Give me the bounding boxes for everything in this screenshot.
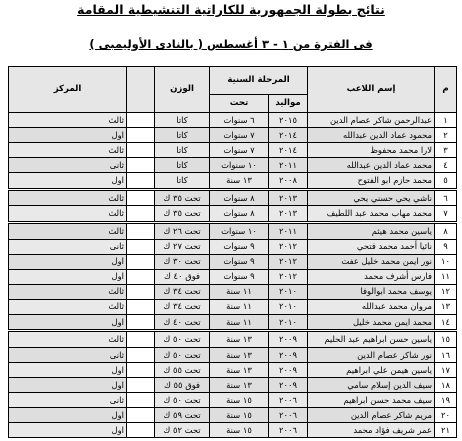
table-row [9,422,457,437]
cell-age: ٩ سنوات [210,269,269,284]
cell-name: محمد ايمن محمد خليل [308,314,435,331]
cell-weight: تحت ٣٤ ك [155,299,210,314]
cell-year: ٢٠١٤ [269,128,308,143]
cell-num: ١٥ [435,331,457,348]
cell-year: ٢٠٠٩ [269,331,308,348]
cell-weight: كاتا [155,173,210,190]
cell-spacer [127,284,155,299]
cell-year: ٢٠١٣ [269,206,308,223]
cell-num: ١٠ [435,254,457,269]
cell-spacer [127,422,155,437]
cell-weight: تحت ٣٤ ك [155,284,210,299]
cell-year: ٢٠١٠ [269,299,308,314]
cell-spacer [127,158,155,173]
header-weight: الوزن [155,67,210,113]
cell-weight: تحت ٥٩ ك [155,407,210,422]
cell-spacer [127,239,155,254]
cell-weight: تحت ٢٧ ك [155,239,210,254]
cell-age: ١٣ سنة [210,347,269,362]
cell-num: ٨ [435,222,457,239]
cell-age: ١٣ سنة [210,331,269,348]
cell-weight: فوق ٤٠ ك [155,269,210,284]
cell-age: ١١ سنة [210,284,269,299]
cell-weight: تحت ٥٠ ك [155,347,210,362]
cell-age: ١٥ سنة [210,407,269,422]
cell-spacer [127,113,155,128]
cell-year: ٢٠١٢ [269,269,308,284]
cell-age: ٩ سنوات [210,239,269,254]
table-row [9,377,457,392]
header-dob: مواليد [269,95,308,113]
table-row [9,347,457,362]
cell-age: ١٠ سنوات [210,158,269,173]
cell-weight: تحت ٥٠ ك [155,392,210,407]
cell-place: اول [9,362,127,377]
cell-num: ١ [435,113,457,128]
cell-weight: تحت ٤٠ ك [155,314,210,331]
cell-name: سيف الدين إسلام سامي [308,377,435,392]
cell-age: ٧ سنوات [210,143,269,158]
table-row [9,407,457,422]
cell-age: ١٣ سنة [210,377,269,392]
cell-name: نور ايمن محمد خليل عفت [308,254,435,269]
cell-name: سيف محمد حسن ابراهيم [308,392,435,407]
table-row [9,254,457,269]
cell-spacer [127,189,155,206]
table-row [9,269,457,284]
cell-age: ٨ سنوات [210,189,269,206]
table-row [9,222,457,239]
cell-name: ناشي يحي حسني يحي [308,189,435,206]
cell-place: ثالث [9,299,127,314]
cell-year: ٢٠٠٩ [269,347,308,362]
results-body [9,113,457,438]
results-table [8,66,457,438]
cell-spacer [127,143,155,158]
cell-year: ٢٠١١ [269,222,308,239]
cell-weight: تحت ٢٦ ك [155,222,210,239]
cell-num: ٢٠ [435,407,457,422]
cell-spacer [127,222,155,239]
cell-weight: كاتا [155,113,210,128]
cell-name: ياسين محمد هيثم [308,222,435,239]
cell-place: ثالث [9,222,127,239]
cell-name: محمود عماد الدين عبدالله [308,128,435,143]
cell-year: ٢٠٠٩ [269,377,308,392]
cell-spacer [127,347,155,362]
cell-spacer [127,392,155,407]
cell-year: ٢٠١١ [269,158,308,173]
cell-num: ٧ [435,206,457,223]
cell-place: ثانى [9,158,127,173]
table-row [9,189,457,206]
table-row [9,239,457,254]
cell-year: ٢٠٠٦ [269,392,308,407]
cell-spacer [127,173,155,190]
table-row [9,173,457,190]
cell-place: اول [9,173,127,190]
cell-spacer [127,299,155,314]
table-row [9,143,457,158]
cell-year: ٢٠١٥ [269,113,308,128]
cell-name: فارس أشرف محمد [308,269,435,284]
header-name: إسم اللاعب [308,67,435,113]
cell-spacer [127,269,155,284]
cell-name: مروان محمد عبدالله [308,299,435,314]
header-place: المركز [9,67,127,113]
cell-weight: تحت ٣٥ ك [155,206,210,223]
cell-year: ٢٠٠٦ [269,407,308,422]
cell-num: ٤ [435,158,457,173]
cell-num: ١١ [435,269,457,284]
cell-name: محمد عماد الدين عبدالله [308,158,435,173]
cell-spacer [127,331,155,348]
cell-num: ٥ [435,173,457,190]
cell-year: ٢٠١٣ [269,189,308,206]
cell-age: ٨ سنوات [210,206,269,223]
cell-weight: كاتا [155,143,210,158]
cell-spacer [127,407,155,422]
cell-place: ثانى [9,239,127,254]
cell-name: نور شاكر عصام الدين [308,347,435,362]
cell-num: ١٢ [435,284,457,299]
cell-place: ثالث [9,189,127,206]
cell-age: ١٠ سنوات [210,222,269,239]
cell-num: ٣ [435,143,457,158]
cell-name: محمد مهاب محمد عبد اللطيف [308,206,435,223]
cell-weight: كاتا [155,158,210,173]
cell-place: ثالث [9,143,127,158]
cell-year: ٢٠١٢ [269,239,308,254]
cell-num: ١٦ [435,347,457,362]
cell-spacer [127,362,155,377]
cell-place: اول [9,269,127,284]
page-title: نتائج بطولة الجمهورية للكاراتية التنشيطية المقامة [77,2,385,17]
cell-place: ثالث [9,206,127,223]
cell-num: ١٨ [435,377,457,392]
cell-weight: كاتا [155,128,210,143]
cell-age: ٦ سنوات [210,113,269,128]
cell-num: ١٧ [435,362,457,377]
cell-weight: تحت ٥٥ ك [155,362,210,377]
table-row [9,331,457,348]
cell-name: ياسين حسن ابراهيم عبد الحليم [308,331,435,348]
cell-spacer [127,128,155,143]
cell-age: ١١ سنة [210,314,269,331]
cell-num: ٦ [435,189,457,206]
header-age-stage: المرحلة السنية [210,67,308,95]
cell-year: ٢٠١٠ [269,284,308,299]
cell-age: ١١ سنة [210,299,269,314]
cell-num: ١٩ [435,392,457,407]
cell-year: ٢٠٠٦ [269,422,308,437]
cell-spacer [127,377,155,392]
table-row [9,206,457,223]
cell-place: ثالث [9,113,127,128]
header-num: م [435,67,457,113]
cell-year: ٢٠١٤ [269,143,308,158]
cell-spacer [127,314,155,331]
cell-num: ١٤ [435,314,457,331]
cell-name: ياسين هيمن علي ابراهيم [308,362,435,377]
cell-place: ثانى [9,392,127,407]
cell-place: اول [9,377,127,392]
cell-weight: فوق ٥٥ ك [155,377,210,392]
cell-age: ٧ سنوات [210,128,269,143]
cell-place: ثانى [9,347,127,362]
table-row [9,314,457,331]
cell-age: ١٣ سنة [210,173,269,190]
cell-num: ٢١ [435,422,457,437]
cell-place: ثالث [9,284,127,299]
cell-age: ١٥ سنة [210,392,269,407]
table-row [9,113,457,128]
cell-year: ٢٠١٢ [269,254,308,269]
header-under: تحت [210,95,269,113]
cell-weight: تحت ٥٢ ك [155,422,210,437]
cell-age: ٩ سنوات [210,254,269,269]
cell-weight: تحت ٣٥ ك [155,189,210,206]
cell-place: ثالث [9,331,127,348]
header-spacer [127,67,155,113]
cell-weight: تحت ٣٠ ك [155,254,210,269]
cell-year: ٢٠٠٩ [269,362,308,377]
cell-age: ١٣ سنة [210,362,269,377]
cell-place: اول [9,422,127,437]
table-row [9,284,457,299]
cell-place: اول [9,128,127,143]
cell-name: يوسف محمد ابوالوفا [308,284,435,299]
table-row [9,362,457,377]
cell-name: لارا محمد محفوظ [308,143,435,158]
cell-year: ٢٠٠٨ [269,173,308,190]
cell-num: ١٣ [435,299,457,314]
table-row [9,299,457,314]
cell-num: ٢ [435,128,457,143]
page-subtitle: فى الفترة من ١ - ٣ أغسطس ( بالنادى الأوليمبى ) [89,37,373,51]
cell-weight: تحت ٥٠ ك [155,331,210,348]
table-row [9,158,457,173]
cell-spacer [127,206,155,223]
cell-place: اول [9,314,127,331]
cell-spacer [127,254,155,269]
cell-year: ٢٠١٠ [269,314,308,331]
cell-name: عمر شريف فؤاد محمد [308,422,435,437]
cell-name: عبدالرحمن شاكر عصام الدين [308,113,435,128]
cell-place: اول [9,254,127,269]
cell-age: ١٥ سنة [210,422,269,437]
table-row [9,128,457,143]
cell-name: مريم شاكر عصام الدين [308,407,435,422]
table-row [9,392,457,407]
cell-name: نائيا أحمد محمد فتحي [308,239,435,254]
cell-name: محمد حازم ابو الفتوح [308,173,435,190]
cell-place: اول [9,407,127,422]
cell-num: ٩ [435,239,457,254]
